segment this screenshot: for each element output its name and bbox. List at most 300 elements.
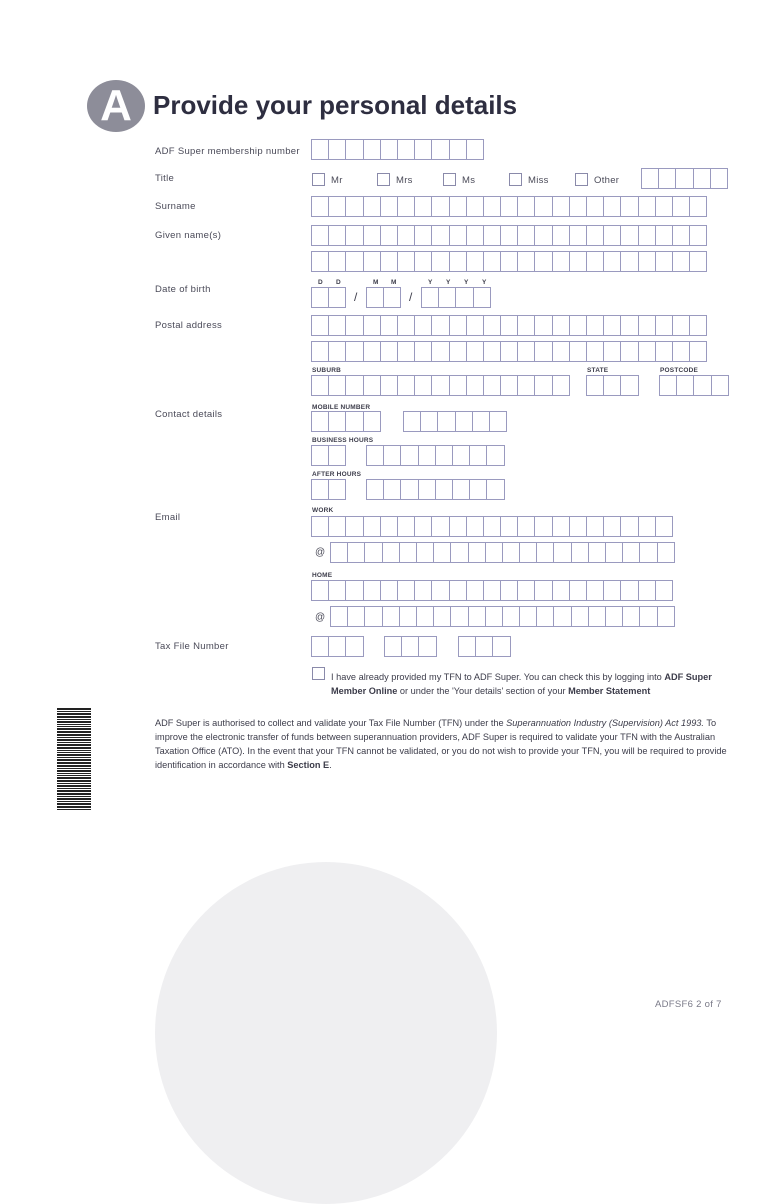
char-box[interactable] (328, 445, 346, 466)
char-box[interactable] (466, 516, 484, 537)
after-hours-number-field[interactable] (366, 479, 505, 500)
char-box[interactable] (500, 251, 518, 272)
char-box[interactable] (693, 375, 711, 396)
char-box[interactable] (603, 516, 621, 537)
char-box[interactable] (689, 341, 707, 362)
char-box[interactable] (311, 479, 329, 500)
char-box[interactable] (421, 287, 439, 308)
char-box[interactable] (500, 580, 518, 601)
char-box[interactable] (345, 580, 363, 601)
char-box[interactable] (466, 139, 484, 160)
char-box[interactable] (569, 225, 587, 246)
char-box[interactable] (311, 315, 329, 336)
char-box[interactable] (472, 411, 490, 432)
char-box[interactable] (433, 606, 451, 627)
char-box[interactable] (449, 516, 467, 537)
char-box[interactable] (403, 411, 421, 432)
char-box[interactable] (414, 251, 432, 272)
char-box[interactable] (414, 516, 432, 537)
char-box[interactable] (552, 251, 570, 272)
char-box[interactable] (431, 139, 449, 160)
char-box[interactable] (693, 168, 711, 189)
char-box[interactable] (311, 636, 329, 657)
postal-address-field-2[interactable] (311, 341, 707, 362)
char-box[interactable] (449, 196, 467, 217)
membership-number-field[interactable] (311, 139, 484, 160)
char-box[interactable] (534, 315, 552, 336)
char-box[interactable] (363, 516, 381, 537)
char-box[interactable] (500, 341, 518, 362)
char-box[interactable] (311, 580, 329, 601)
char-box[interactable] (586, 315, 604, 336)
char-box[interactable] (469, 479, 487, 500)
char-box[interactable] (603, 315, 621, 336)
char-box[interactable] (620, 341, 638, 362)
char-box[interactable] (328, 580, 346, 601)
char-box[interactable] (366, 445, 384, 466)
char-box[interactable] (364, 542, 382, 563)
char-box[interactable] (363, 196, 381, 217)
char-box[interactable] (383, 445, 401, 466)
char-box[interactable] (552, 341, 570, 362)
char-box[interactable] (639, 606, 657, 627)
char-box[interactable] (397, 225, 415, 246)
char-box[interactable] (345, 315, 363, 336)
char-box[interactable] (500, 225, 518, 246)
char-box[interactable] (638, 251, 656, 272)
char-box[interactable] (414, 225, 432, 246)
char-box[interactable] (638, 225, 656, 246)
char-box[interactable] (489, 411, 507, 432)
char-box[interactable] (452, 479, 470, 500)
work-email-field-2[interactable] (330, 542, 675, 563)
char-box[interactable] (311, 411, 329, 432)
char-box[interactable] (502, 606, 520, 627)
char-box[interactable] (380, 225, 398, 246)
title-other-checkbox[interactable] (575, 173, 588, 186)
char-box[interactable] (452, 445, 470, 466)
char-box[interactable] (435, 479, 453, 500)
char-box[interactable] (603, 251, 621, 272)
char-box[interactable] (311, 251, 329, 272)
char-box[interactable] (345, 341, 363, 362)
char-box[interactable] (655, 225, 673, 246)
suburb-field[interactable] (311, 375, 570, 396)
char-box[interactable] (399, 606, 417, 627)
tfn-field-2[interactable] (384, 636, 437, 657)
char-box[interactable] (363, 411, 381, 432)
char-box[interactable] (345, 196, 363, 217)
char-box[interactable] (672, 196, 690, 217)
char-box[interactable] (311, 445, 329, 466)
char-box[interactable] (534, 375, 552, 396)
home-email-field-2[interactable] (330, 606, 675, 627)
char-box[interactable] (553, 542, 571, 563)
char-box[interactable] (534, 196, 552, 217)
char-box[interactable] (363, 225, 381, 246)
char-box[interactable] (431, 375, 449, 396)
char-box[interactable] (380, 315, 398, 336)
char-box[interactable] (414, 139, 432, 160)
char-box[interactable] (586, 375, 604, 396)
title-ms-checkbox[interactable] (443, 173, 456, 186)
char-box[interactable] (475, 636, 493, 657)
char-box[interactable] (711, 375, 729, 396)
char-box[interactable] (414, 315, 432, 336)
char-box[interactable] (418, 445, 436, 466)
char-box[interactable] (536, 542, 554, 563)
char-box[interactable] (466, 225, 484, 246)
char-box[interactable] (455, 287, 473, 308)
char-box[interactable] (418, 479, 436, 500)
char-box[interactable] (571, 542, 589, 563)
char-box[interactable] (380, 375, 398, 396)
char-box[interactable] (345, 139, 363, 160)
char-box[interactable] (328, 225, 346, 246)
char-box[interactable] (603, 341, 621, 362)
mobile-number-field-b[interactable] (403, 411, 507, 432)
postcode-field[interactable] (659, 375, 729, 396)
char-box[interactable] (414, 580, 432, 601)
char-box[interactable] (473, 287, 491, 308)
char-box[interactable] (397, 375, 415, 396)
char-box[interactable] (655, 580, 673, 601)
char-box[interactable] (517, 341, 535, 362)
char-box[interactable] (420, 411, 438, 432)
char-box[interactable] (586, 516, 604, 537)
char-box[interactable] (486, 445, 504, 466)
char-box[interactable] (658, 168, 676, 189)
char-box[interactable] (502, 542, 520, 563)
tfn-field-1[interactable] (311, 636, 364, 657)
dob-day-field[interactable] (311, 287, 346, 308)
char-box[interactable] (466, 315, 484, 336)
char-box[interactable] (328, 196, 346, 217)
char-box[interactable] (552, 196, 570, 217)
char-box[interactable] (449, 139, 467, 160)
char-box[interactable] (676, 375, 694, 396)
char-box[interactable] (431, 315, 449, 336)
char-box[interactable] (622, 606, 640, 627)
char-box[interactable] (397, 516, 415, 537)
char-box[interactable] (569, 341, 587, 362)
char-box[interactable] (483, 196, 501, 217)
char-box[interactable] (345, 411, 363, 432)
char-box[interactable] (455, 411, 473, 432)
char-box[interactable] (328, 251, 346, 272)
char-box[interactable] (363, 580, 381, 601)
char-box[interactable] (517, 225, 535, 246)
char-box[interactable] (655, 315, 673, 336)
char-box[interactable] (469, 445, 487, 466)
char-box[interactable] (345, 225, 363, 246)
char-box[interactable] (363, 375, 381, 396)
char-box[interactable] (659, 375, 677, 396)
char-box[interactable] (383, 287, 401, 308)
char-box[interactable] (416, 542, 434, 563)
char-box[interactable] (586, 225, 604, 246)
char-box[interactable] (466, 196, 484, 217)
char-box[interactable] (468, 606, 486, 627)
char-box[interactable] (438, 287, 456, 308)
char-box[interactable] (483, 251, 501, 272)
char-box[interactable] (466, 251, 484, 272)
char-box[interactable] (483, 225, 501, 246)
char-box[interactable] (552, 516, 570, 537)
char-box[interactable] (431, 516, 449, 537)
char-box[interactable] (397, 196, 415, 217)
char-box[interactable] (492, 636, 510, 657)
char-box[interactable] (485, 606, 503, 627)
char-box[interactable] (483, 315, 501, 336)
char-box[interactable] (397, 139, 415, 160)
char-box[interactable] (500, 315, 518, 336)
char-box[interactable] (605, 606, 623, 627)
char-box[interactable] (397, 580, 415, 601)
char-box[interactable] (330, 606, 348, 627)
char-box[interactable] (466, 375, 484, 396)
char-box[interactable] (382, 542, 400, 563)
char-box[interactable] (414, 341, 432, 362)
given-names-field-2[interactable] (311, 251, 707, 272)
char-box[interactable] (569, 196, 587, 217)
char-box[interactable] (449, 251, 467, 272)
char-box[interactable] (486, 479, 504, 500)
char-box[interactable] (468, 542, 486, 563)
char-box[interactable] (620, 516, 638, 537)
char-box[interactable] (345, 375, 363, 396)
char-box[interactable] (672, 315, 690, 336)
char-box[interactable] (449, 225, 467, 246)
char-box[interactable] (534, 225, 552, 246)
char-box[interactable] (672, 225, 690, 246)
char-box[interactable] (328, 516, 346, 537)
char-box[interactable] (383, 479, 401, 500)
char-box[interactable] (586, 341, 604, 362)
home-email-field-1[interactable] (311, 580, 673, 601)
char-box[interactable] (500, 516, 518, 537)
char-box[interactable] (605, 542, 623, 563)
char-box[interactable] (363, 341, 381, 362)
char-box[interactable] (534, 251, 552, 272)
char-box[interactable] (603, 580, 621, 601)
char-box[interactable] (328, 315, 346, 336)
char-box[interactable] (414, 196, 432, 217)
char-box[interactable] (380, 196, 398, 217)
char-box[interactable] (620, 196, 638, 217)
char-box[interactable] (657, 542, 675, 563)
char-box[interactable] (431, 251, 449, 272)
char-box[interactable] (466, 341, 484, 362)
title-miss-checkbox[interactable] (509, 173, 522, 186)
char-box[interactable] (622, 542, 640, 563)
char-box[interactable] (328, 479, 346, 500)
char-box[interactable] (517, 196, 535, 217)
char-box[interactable] (483, 580, 501, 601)
char-box[interactable] (399, 542, 417, 563)
char-box[interactable] (603, 375, 621, 396)
char-box[interactable] (552, 580, 570, 601)
char-box[interactable] (517, 516, 535, 537)
given-names-field-1[interactable] (311, 225, 707, 246)
char-box[interactable] (401, 636, 419, 657)
char-box[interactable] (311, 225, 329, 246)
tfn-field-3[interactable] (458, 636, 511, 657)
char-box[interactable] (431, 580, 449, 601)
char-box[interactable] (620, 225, 638, 246)
char-box[interactable] (534, 516, 552, 537)
char-box[interactable] (311, 375, 329, 396)
char-box[interactable] (639, 542, 657, 563)
char-box[interactable] (710, 168, 728, 189)
char-box[interactable] (328, 411, 346, 432)
after-hours-area-field[interactable] (311, 479, 346, 500)
char-box[interactable] (397, 341, 415, 362)
char-box[interactable] (638, 341, 656, 362)
char-box[interactable] (517, 375, 535, 396)
char-box[interactable] (483, 341, 501, 362)
char-box[interactable] (586, 251, 604, 272)
char-box[interactable] (620, 580, 638, 601)
char-box[interactable] (400, 445, 418, 466)
char-box[interactable] (500, 196, 518, 217)
char-box[interactable] (433, 542, 451, 563)
char-box[interactable] (431, 196, 449, 217)
char-box[interactable] (534, 580, 552, 601)
char-box[interactable] (689, 196, 707, 217)
char-box[interactable] (638, 580, 656, 601)
char-box[interactable] (536, 606, 554, 627)
char-box[interactable] (483, 516, 501, 537)
char-box[interactable] (347, 606, 365, 627)
char-box[interactable] (603, 225, 621, 246)
char-box[interactable] (366, 479, 384, 500)
char-box[interactable] (363, 251, 381, 272)
char-box[interactable] (519, 542, 537, 563)
char-box[interactable] (416, 606, 434, 627)
char-box[interactable] (380, 139, 398, 160)
char-box[interactable] (638, 196, 656, 217)
char-box[interactable] (569, 251, 587, 272)
title-other-field[interactable] (641, 168, 728, 189)
char-box[interactable] (328, 636, 346, 657)
char-box[interactable] (414, 375, 432, 396)
char-box[interactable] (485, 542, 503, 563)
char-box[interactable] (380, 580, 398, 601)
char-box[interactable] (345, 516, 363, 537)
char-box[interactable] (620, 375, 638, 396)
char-box[interactable] (552, 375, 570, 396)
dob-year-field[interactable] (421, 287, 491, 308)
char-box[interactable] (450, 606, 468, 627)
char-box[interactable] (552, 315, 570, 336)
char-box[interactable] (328, 375, 346, 396)
char-box[interactable] (345, 251, 363, 272)
title-mr-checkbox[interactable] (312, 173, 325, 186)
char-box[interactable] (517, 251, 535, 272)
char-box[interactable] (517, 580, 535, 601)
char-box[interactable] (689, 251, 707, 272)
char-box[interactable] (519, 606, 537, 627)
work-email-field-1[interactable] (311, 516, 673, 537)
tfn-provided-checkbox[interactable] (312, 667, 325, 680)
char-box[interactable] (569, 315, 587, 336)
char-box[interactable] (400, 479, 418, 500)
char-box[interactable] (450, 542, 468, 563)
char-box[interactable] (655, 251, 673, 272)
char-box[interactable] (435, 445, 453, 466)
char-box[interactable] (500, 375, 518, 396)
char-box[interactable] (689, 315, 707, 336)
char-box[interactable] (437, 411, 455, 432)
char-box[interactable] (330, 542, 348, 563)
title-mrs-checkbox[interactable] (377, 173, 390, 186)
char-box[interactable] (347, 542, 365, 563)
char-box[interactable] (364, 606, 382, 627)
char-box[interactable] (380, 341, 398, 362)
char-box[interactable] (384, 636, 402, 657)
char-box[interactable] (588, 542, 606, 563)
state-field[interactable] (586, 375, 639, 396)
char-box[interactable] (586, 196, 604, 217)
char-box[interactable] (641, 168, 659, 189)
char-box[interactable] (603, 196, 621, 217)
char-box[interactable] (366, 287, 384, 308)
char-box[interactable] (534, 341, 552, 362)
char-box[interactable] (655, 196, 673, 217)
char-box[interactable] (418, 636, 436, 657)
business-hours-area-field[interactable] (311, 445, 346, 466)
surname-field[interactable] (311, 196, 707, 217)
char-box[interactable] (380, 516, 398, 537)
dob-month-field[interactable] (366, 287, 401, 308)
char-box[interactable] (689, 225, 707, 246)
char-box[interactable] (328, 287, 346, 308)
char-box[interactable] (431, 225, 449, 246)
char-box[interactable] (553, 606, 571, 627)
char-box[interactable] (675, 168, 693, 189)
char-box[interactable] (397, 251, 415, 272)
char-box[interactable] (382, 606, 400, 627)
char-box[interactable] (380, 251, 398, 272)
char-box[interactable] (620, 315, 638, 336)
char-box[interactable] (517, 315, 535, 336)
char-box[interactable] (586, 580, 604, 601)
char-box[interactable] (588, 606, 606, 627)
char-box[interactable] (483, 375, 501, 396)
postal-address-field-1[interactable] (311, 315, 707, 336)
char-box[interactable] (449, 341, 467, 362)
char-box[interactable] (552, 225, 570, 246)
char-box[interactable] (449, 375, 467, 396)
char-box[interactable] (449, 580, 467, 601)
char-box[interactable] (311, 341, 329, 362)
char-box[interactable] (655, 516, 673, 537)
char-box[interactable] (638, 315, 656, 336)
char-box[interactable] (655, 341, 673, 362)
char-box[interactable] (363, 315, 381, 336)
char-box[interactable] (620, 251, 638, 272)
char-box[interactable] (458, 636, 476, 657)
char-box[interactable] (638, 516, 656, 537)
char-box[interactable] (311, 139, 329, 160)
char-box[interactable] (363, 139, 381, 160)
char-box[interactable] (311, 516, 329, 537)
business-hours-number-field[interactable] (366, 445, 505, 466)
char-box[interactable] (328, 139, 346, 160)
char-box[interactable] (466, 580, 484, 601)
char-box[interactable] (569, 516, 587, 537)
